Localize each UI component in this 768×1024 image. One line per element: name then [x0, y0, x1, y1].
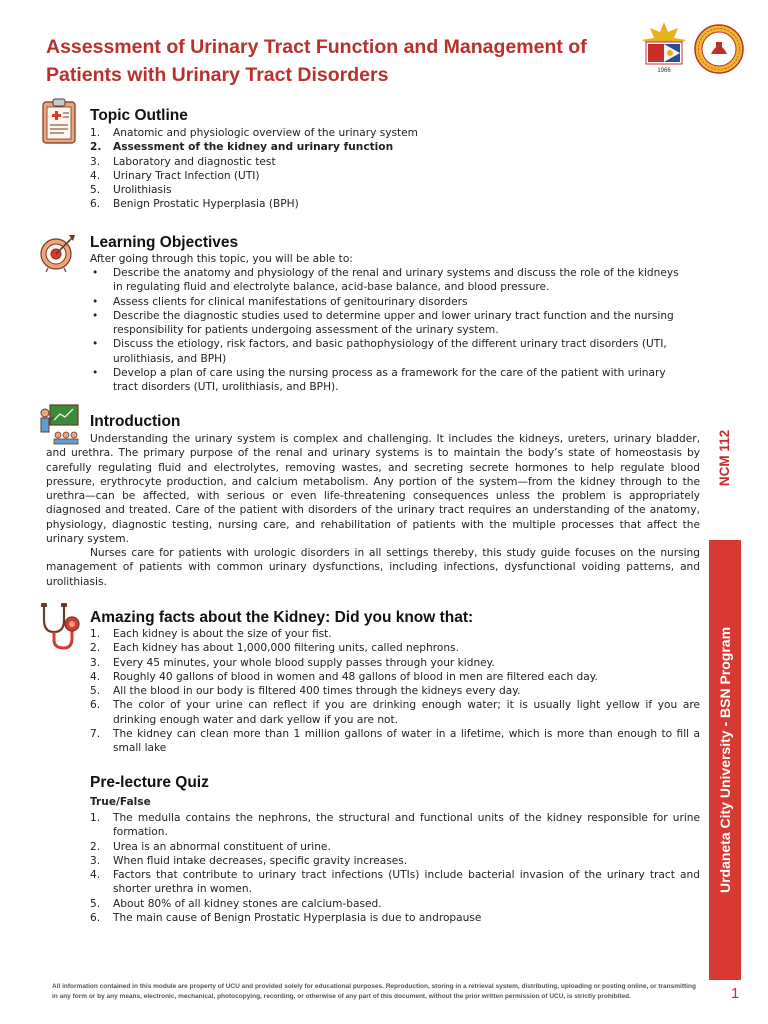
item-number: 3.	[90, 155, 101, 168]
item-number: 5.	[90, 184, 101, 197]
list-item	[90, 911, 700, 925]
item-number: 3.	[90, 854, 101, 867]
stethoscope-icon	[38, 602, 78, 646]
introduction-paragraph-2: Nurses care for patients with urologic disorders in all settings thereby, this study guide focuses on the nursing management of patients with common urinary dysfunctions, including infections, dysfunctional voiding patterns, and urolithiasis.	[46, 547, 700, 588]
list-item	[90, 811, 700, 840]
clipboard-icon	[42, 98, 82, 142]
item-text: Factors that contribute to urinary tract infections (UTIs) include bacterial invasion of the urinary tract and shorter urethra in women.	[113, 869, 700, 896]
objectives-list	[90, 266, 690, 395]
item-text: About 80% of all kidney stones are calcium-based.	[113, 897, 382, 910]
item-number: 2.	[90, 141, 102, 154]
program-name: Urdaneta City University - BSN Program	[717, 626, 733, 894]
item-text: Urea is an abnormal constituent of urine.	[113, 840, 331, 853]
item-number: 6.	[90, 699, 101, 712]
list-item	[90, 155, 690, 169]
introduction-heading: Introduction	[90, 413, 181, 430]
quiz-list	[90, 811, 700, 925]
item-text: The kidney can clean more than 1 million gallons of water in a lifetime, which is more than enough to fill a small lake	[113, 728, 700, 755]
ucu-logo	[640, 20, 688, 78]
document-title	[46, 33, 686, 89]
item-number: 7.	[90, 728, 101, 741]
list-item	[90, 698, 700, 727]
university-seal	[694, 24, 744, 74]
list-item	[90, 126, 690, 140]
list-item	[90, 140, 690, 154]
item-text: The medulla contains the nephrons, the structural and functional units of the kidney responsible for urine formation.	[113, 812, 700, 839]
item-number: 3.	[90, 656, 101, 669]
list-item	[90, 183, 690, 197]
item-number: 4.	[90, 169, 101, 182]
item-text: Urolithiasis	[113, 184, 172, 197]
item-text: Roughly 40 gallons of blood in women and 48 gallons of blood in men are filtered each day.	[113, 670, 598, 683]
list-item: • Discuss the etiology, risk factors, and basic pathophysiology of the different urinary tract disorders (UTI, urolithiasis, and BPH)	[92, 338, 667, 365]
item-text: Every 45 minutes, your whole blood supply passes through your kidney.	[113, 656, 495, 669]
copyright-notice	[52, 982, 702, 1002]
course-code-text: NCM 112	[717, 429, 732, 487]
item-number: 1.	[90, 127, 101, 139]
item-text: Benign Prostatic Hyperplasia (BPH)	[113, 198, 299, 211]
list-item: • Develop a plan of care using the nursing process as a framework for the care of the patient with urinary tract disorders (UTI, urolithiasis, and BPH).	[92, 367, 666, 394]
item-text: All the blood in our body is filtered 400 times through the kidneys every day.	[113, 685, 521, 698]
page-number: 1	[731, 985, 740, 1002]
list-item	[90, 641, 700, 655]
item-text: Develop a plan of care using the nursing process as a framework for the care of the patient with urinary tract disorders (UTI, urolithiasis, and BPH).	[113, 367, 666, 394]
title-line-2: Patients with Urinary Tract Disorders	[46, 64, 389, 86]
list-item	[90, 854, 700, 868]
item-text: When fluid intake decreases, specific gravity increases.	[113, 854, 408, 867]
title-line-1: Assessment of Urinary Tract Function and Management of	[46, 36, 587, 58]
item-text: Describe the anatomy and physiology of the renal and urinary systems and discuss the role of the kidneys in regulating fluid and electrolyte balance, acid-base balance, and blood pressure.	[113, 267, 679, 294]
item-number: 1.	[90, 812, 101, 824]
item-text: Discuss the etiology, risk factors, and basic pathophysiology of the different urinary tract disorders (UTI, urolithiasis, and BPH)	[113, 338, 667, 365]
list-item: • Describe the anatomy and physiology of the renal and urinary systems and discuss the role of the kidneys in regulating fluid and electrolyte balance, acid-base balance, and blood pressure.	[92, 267, 679, 294]
item-text: Describe the diagnostic studies used to determine upper and lower urinary tract function and the nursing responsibility for patients undergoing assessment of the urinary system.	[113, 309, 674, 337]
item-number: 2.	[90, 642, 101, 655]
objectives-intro: After going through this topic, you will be able to:	[90, 253, 353, 265]
item-text: Urinary Tract Infection (UTI)	[113, 169, 260, 182]
item-number: 5.	[90, 685, 101, 698]
introduction-paragraph-1: Understanding the urinary system is complex and challenging. It includes the kidneys, ureters, urinary bladder, and urethra. The primary purpose of the renal and urinary systems is to maintain the body’s state of homeostasis by carefully regulating fluid and electrolytes, removing wastes, and secreting secrete hormones to help regulate blood pressure, erythrocyte production, and calcium metabolism. Any portion of the system—from the kidney through to the urethra—can be affected, with serious or even life-threatening consequences unless the problem is appropriately diagnosed and treated. Care of the patient with disorders of the urinary tract requires an understanding of the anatomy, physiology, diagnostic testing, nursing care, and rehabilitation of patients with the multiple processes that affect the urinary system.	[46, 433, 700, 546]
quiz-heading: Pre-lecture Quiz	[90, 774, 209, 791]
list-item	[90, 727, 700, 756]
copyright-line-2: in any form or by any means, electronic, mechanical, photocopying, recording, or otherwise of any part of this document, without the prior written permission of UCU, is strictly prohibited.	[52, 993, 631, 1000]
facts-list	[90, 627, 700, 756]
item-number: 6.	[90, 198, 101, 211]
list-item	[90, 627, 700, 641]
list-item	[90, 897, 700, 911]
copyright-line-1: All information contained in this module are property of UCU and provided solely for educational purposes. Reproduction, storing in a retrieval system, distributing, uploading or posting online, or transmitting	[52, 983, 696, 990]
list-item	[90, 670, 700, 684]
item-text: The main cause of Benign Prostatic Hyperplasia is due to andropause	[113, 912, 482, 925]
item-text: Laboratory and diagnostic test	[113, 155, 276, 168]
item-number: 6.	[90, 912, 101, 925]
item-number: 4.	[90, 670, 101, 683]
learning-objectives-heading: Learning Objectives	[90, 234, 239, 251]
list-item	[90, 684, 700, 698]
item-number: 4.	[90, 869, 101, 882]
item-text: Each kidney has about 1,000,000 filtering units, called nephrons.	[113, 642, 459, 655]
list-item	[90, 868, 700, 897]
topic-outline-list	[90, 126, 690, 212]
item-number: 2.	[90, 840, 101, 853]
program-sidebar	[709, 540, 741, 980]
list-item	[90, 197, 690, 211]
item-text: Assessment of the kidney and urinary function	[113, 141, 394, 154]
list-item	[90, 656, 700, 670]
course-code	[709, 418, 741, 498]
item-text: The color of your urine can reflect if you are drinking enough water; it is usually light yellow if you are drinking enough water and dark yellow if you are not.	[113, 699, 700, 726]
list-item	[90, 840, 700, 854]
item-text: Assess clients for clinical manifestations of genitourinary disorders	[113, 295, 468, 308]
list-item: • Describe the diagnostic studies used to determine upper and lower urinary tract function and the nursing responsibility for patients undergoing assessment of the urinary system.	[92, 309, 674, 337]
list-item: • Assess clients for clinical manifestations of genitourinary disorders	[92, 295, 468, 308]
topic-outline-heading: Topic Outline	[90, 107, 188, 124]
item-text: Each kidney is about the size of your fist.	[113, 628, 332, 640]
logo-year: 1966	[657, 68, 671, 74]
item-text: Anatomic and physiologic overview of the urinary system	[113, 127, 419, 139]
item-number: 5.	[90, 897, 101, 910]
list-item	[90, 169, 690, 183]
item-number: 1.	[90, 628, 101, 640]
facts-heading: Amazing facts about the Kidney: Did you know that:	[90, 609, 474, 626]
target-icon	[40, 232, 80, 276]
quiz-subheading: True/False	[90, 796, 151, 808]
